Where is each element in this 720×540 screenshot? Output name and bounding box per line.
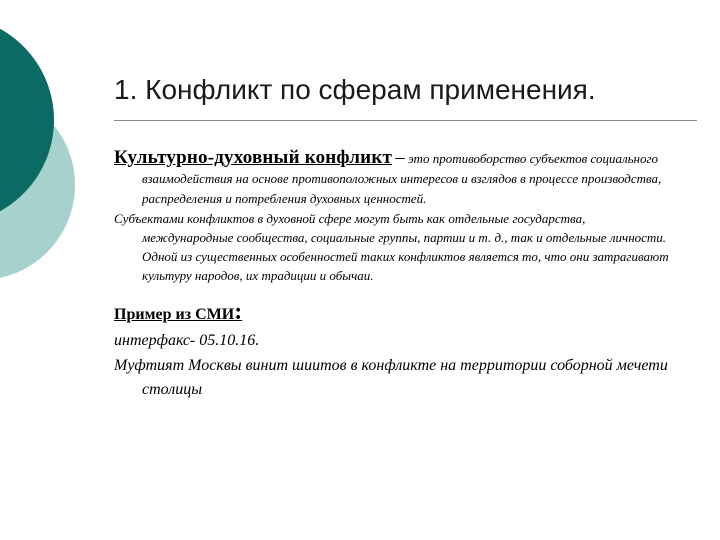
title-divider xyxy=(114,120,697,121)
subjects-paragraph: Субъектами конфликтов в духовной сфере могут быть как отдельные государства, международные сообщества, социальные группы, партии и т. д., так и отдельные личности. Одной из существенных особенностей таких конфликтов является то, что они затрагивают культуру народов, их традиции и обычаи. xyxy=(114,211,669,283)
example-heading: Пример из СМИ xyxy=(114,306,235,323)
example-heading-line xyxy=(114,299,674,326)
slide-body xyxy=(114,148,674,402)
slide-title: 1. Конфликт по сферам применения. xyxy=(114,74,596,105)
definition-paragraph xyxy=(114,148,674,209)
example-colon: : xyxy=(234,299,243,325)
example-date: интерфакс- 05.10.16. xyxy=(114,332,260,349)
definition-text: это противоборство субъектов социального взаимодействия на основе противоположных интересов и взглядов в процессе производства, распределения и потребления духовных ценностей. xyxy=(142,151,662,206)
definition-dash: – xyxy=(395,147,405,168)
example-news-text: Муфтият Москвы винит шиитов в конфликте на территории соборной мечети столицы xyxy=(114,357,668,398)
decorative-circles xyxy=(0,0,120,300)
definition-term: Культурно-духовный конфликт xyxy=(114,147,392,168)
